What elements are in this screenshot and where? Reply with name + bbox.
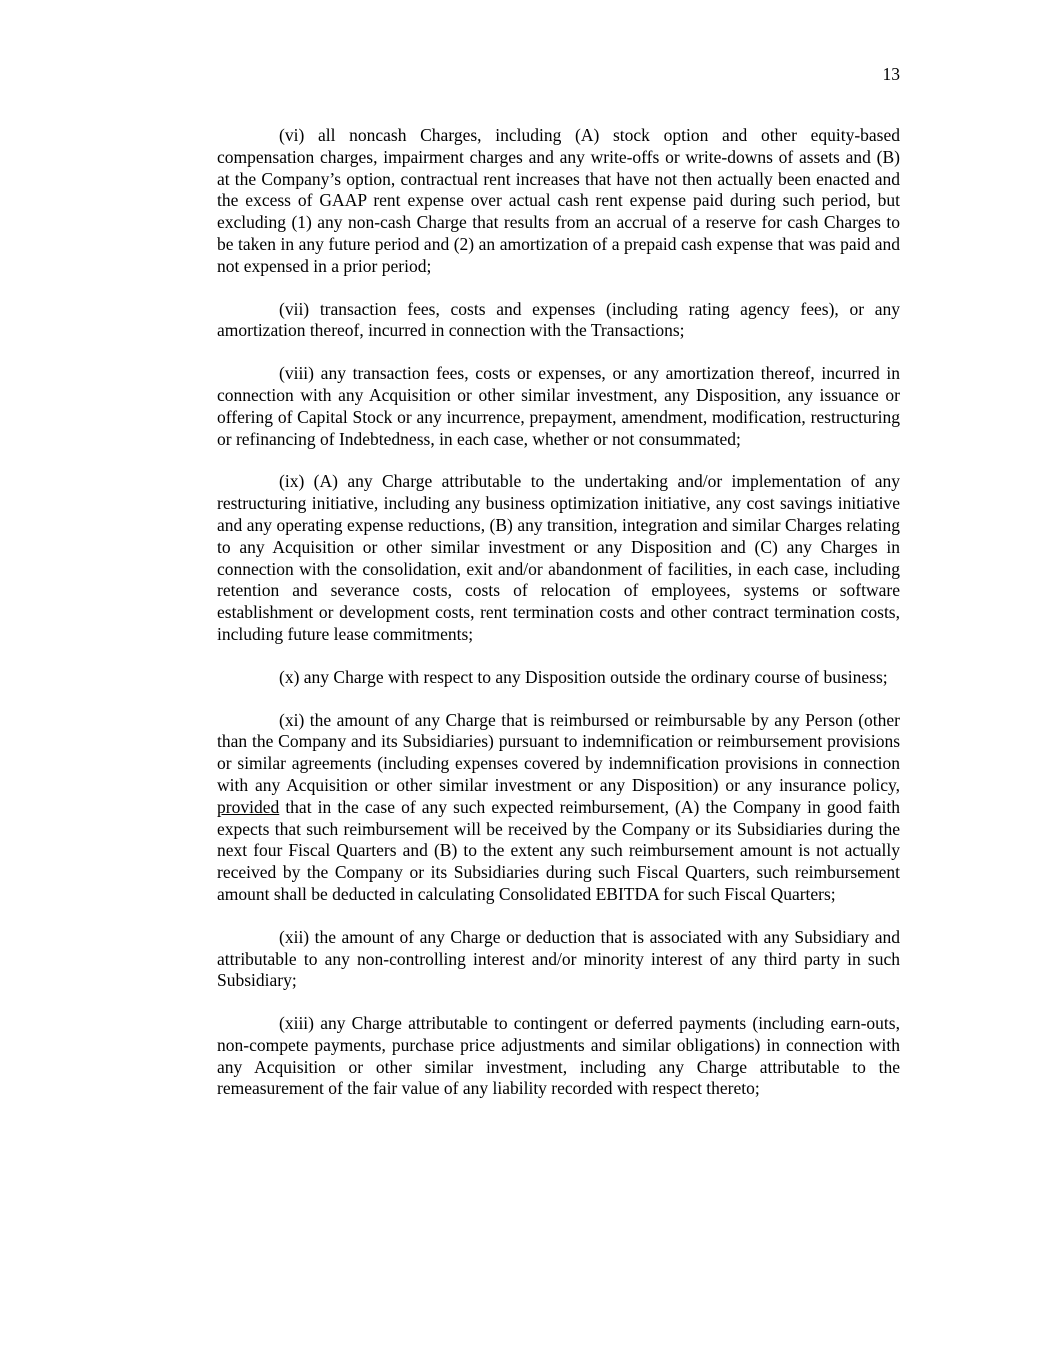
- paragraph-viii: (viii) any transaction fees, costs or expenses, or any amortization thereof, incurred in connection with any Acquisition or other similar investment, any Disposition, any issuance or offering of Capital Stock or any incurrence, prepayment, amendment, modification, restructuring or refinancing of Indebtedness, in each case, whether or not consummated;: [217, 363, 900, 449]
- page-number: 13: [882, 64, 900, 84]
- provided-term: provided: [217, 796, 280, 817]
- document-body: [217, 125, 900, 1121]
- paragraph-ix: (ix) (A) any Charge attributable to the undertaking and/or implementation of any restructuring initiative, including any business optimization initiative, any cost savings initiative and any operating expense reductions, (B) any transition, integration and similar Charges relating to any Acquisition or other similar investment or any Disposition and (C) any Charges in connection with the consolidation, exit and/or abandonment of facilities, in each case, including retention and severance costs, costs of relocation of employees, systems or software establishment or development costs, rent termination costs and other contract termination costs, including future lease commitments;: [217, 471, 900, 644]
- paragraph-x: (x) any Charge with respect to any Disposition outside the ordinary course of business;: [279, 666, 888, 687]
- paragraph-xiii: (xiii) any Charge attributable to contingent or deferred payments (including earn-outs, non-compete payments, purchase price adjustments and similar obligations) in connection with any Acquisition or other similar investment, including any Charge attributable to the remeasurement of the fair value of any liability recorded with respect thereto;: [217, 1013, 900, 1099]
- paragraph-vii: (vii) transaction fees, costs and expenses (including rating agency fees), or any amortization thereof, incurred in connection with the Transactions;: [217, 298, 900, 341]
- paragraph-xi: [217, 710, 900, 906]
- paragraph-vi: (vi) all noncash Charges, including (A) stock option and other equity-based compensation charges, impairment charges and any write-offs or write-downs of assets and (B) at the Company’s option, contractual rent increases that have not then actually been enacted and the excess of GAAP rent expense over actual cash rent expense paid during such period, but excluding (1) any non-cash Charge that results from an accrual of a reserve for cash Charges to be taken in any future period and (2) an amortization of a prepaid cash expense that was paid and not expensed in a prior period;: [217, 125, 900, 276]
- paragraph-xi-after: that in the case of any such expected reimbursement, (A) the Company in good faith expects that such reimbursement will be received by the Company or its Subsidiaries during the next four Fiscal Quarters and (B) to the extent any such reimbursement amount is not actually received by the Company or its Subsidiaries during such Fiscal Quarters, such reimbursement amount shall be deducted in calculating Consolidated EBITDA for such Fiscal Quarters;: [217, 796, 900, 904]
- paragraph-xi-before: (xi) the amount of any Charge that is reimbursed or reimbursable by any Person (other than the Company and its Subsidiaries) pursuant to indemnification or reimbursement provisions or similar agreements (including expenses covered by indemnification provisions in connection with any Acquisition or other similar investment or any Disposition) or any insurance policy,: [217, 709, 900, 795]
- paragraph-xii: (xii) the amount of any Charge or deduction that is associated with any Subsidiary and attributable to any non-controlling interest and/or minority interest of any third party in such Subsidiary;: [217, 926, 900, 991]
